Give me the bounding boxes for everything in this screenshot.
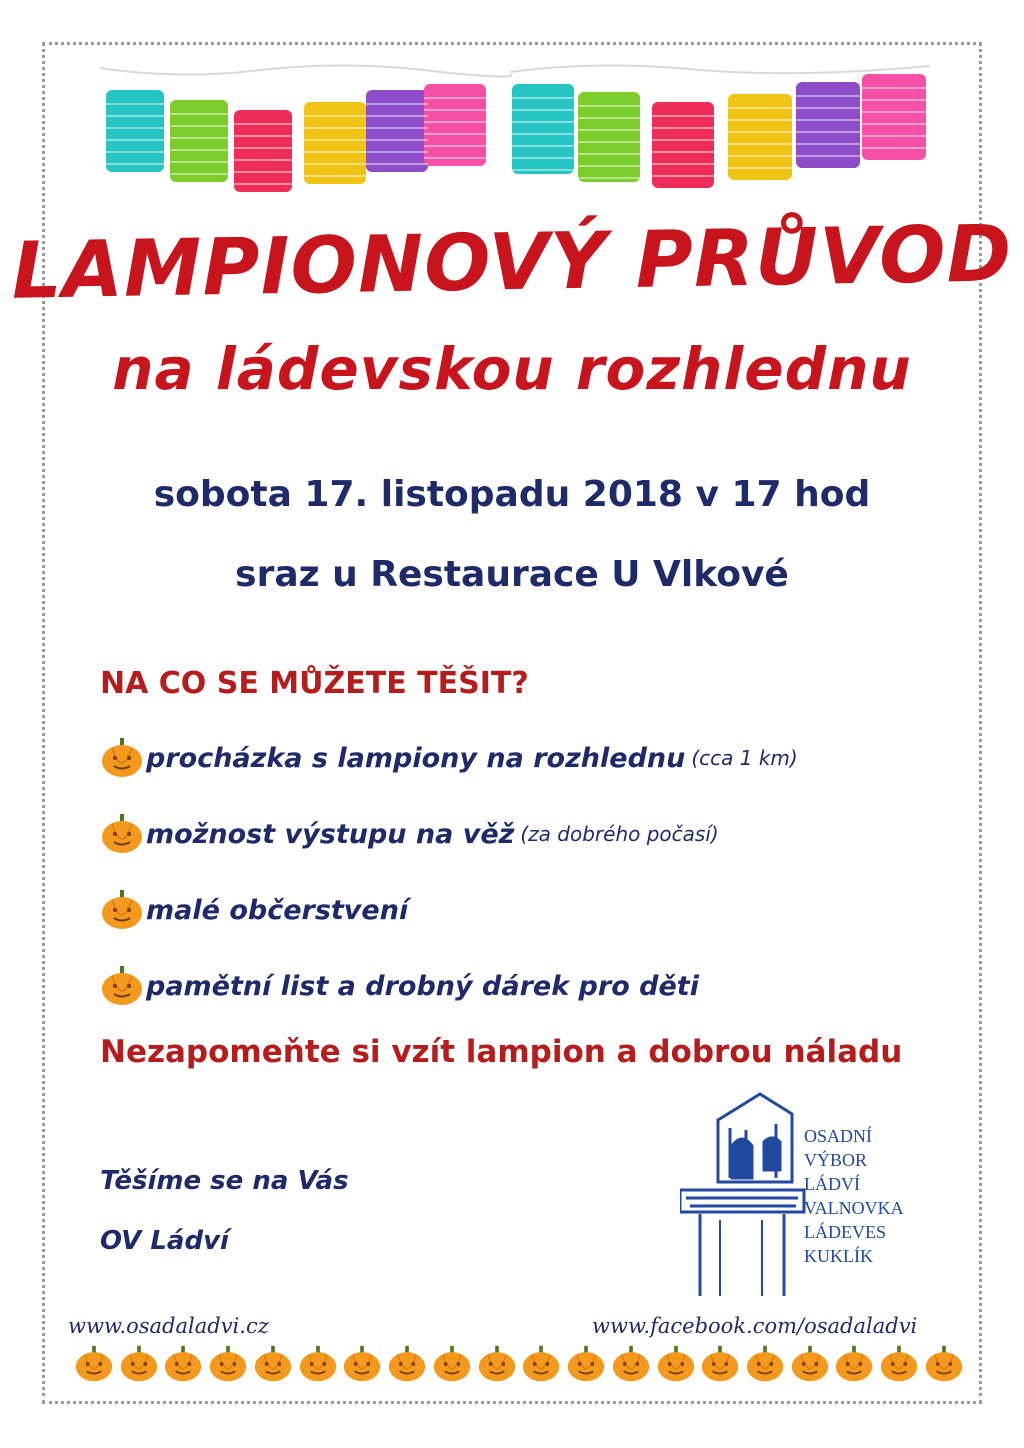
lanterns-icon: [100, 60, 930, 200]
list-item-text: možnost výstupu na věž: [146, 818, 515, 850]
facebook-link[interactable]: www.facebook.com/osadaladvi: [592, 1314, 918, 1338]
pumpkin-icon: [611, 1344, 651, 1384]
website-link[interactable]: www.osadaladvi.cz: [68, 1314, 269, 1338]
subtitle: na ládevskou rozhlednu: [112, 335, 912, 403]
logo-line: LÁDEVES: [804, 1222, 886, 1242]
logo-line: VÝBOR: [804, 1150, 868, 1170]
pumpkin-icon: [208, 1344, 248, 1384]
list-item-note: (cca 1 km): [691, 746, 798, 770]
pumpkin-icon: [74, 1344, 114, 1384]
list-item-text: pamětní list a drobný dárek pro děti: [146, 970, 699, 1002]
meeting-point: sraz u Restaurace U Vlkové: [235, 554, 789, 595]
paper-lanterns-decoration: [100, 60, 930, 200]
list-item: [100, 872, 920, 948]
pumpkin-icon: [432, 1344, 472, 1384]
logo-text: [804, 1124, 904, 1268]
pumpkin-icon: [100, 814, 144, 854]
program-list: [100, 720, 920, 1024]
pumpkin-icon: [700, 1344, 740, 1384]
pumpkin-icon: [566, 1344, 606, 1384]
list-item-text: procházka s lampiony na rozhlednu: [146, 742, 686, 774]
logo-line: LÁDVÍ: [804, 1174, 860, 1194]
pumpkin-border-row: [74, 1344, 964, 1388]
list-item: [100, 796, 920, 872]
event-date: sobota 17. listopadu 2018 v 17 hod: [153, 474, 871, 515]
pumpkin-icon: [298, 1344, 338, 1384]
pumpkin-icon: [879, 1344, 919, 1384]
pumpkin-icon: [477, 1344, 517, 1384]
pumpkin-icon: [119, 1344, 159, 1384]
logo-line: KUKLÍK: [804, 1246, 873, 1266]
pumpkin-icon: [745, 1344, 785, 1384]
closing-greeting: Těšíme se na Vás: [100, 1166, 349, 1196]
logo-line: VALNOVKA: [804, 1198, 904, 1218]
logo-line: OSADNÍ: [804, 1126, 873, 1146]
pumpkin-icon: [924, 1344, 964, 1384]
main-title: LAMPIONOVÝ PRŮVOD: [10, 209, 1014, 317]
list-item: [100, 948, 920, 1024]
pumpkin-icon: [790, 1344, 830, 1384]
list-item: [100, 720, 920, 796]
pumpkin-icon: [100, 738, 144, 778]
reminder-text: Nezapomeňte si vzít lampion a dobrou náladu: [100, 1034, 903, 1070]
pumpkin-icon: [342, 1344, 382, 1384]
pumpkin-icon: [100, 966, 144, 1006]
pumpkin-icon: [100, 890, 144, 930]
list-item-note: (za dobrého počasí): [520, 822, 719, 846]
pumpkin-icon: [387, 1344, 427, 1384]
pumpkin-icon: [253, 1344, 293, 1384]
list-item-text: malé občerstvení: [146, 894, 409, 926]
pumpkin-icon: [163, 1344, 203, 1384]
closing-signature: OV Ládví: [100, 1226, 229, 1256]
pumpkin-icon: [521, 1344, 561, 1384]
program-heading: NA CO SE MŮŽETE TĚŠIT?: [100, 666, 529, 701]
pumpkin-icon: [656, 1344, 696, 1384]
pumpkin-icon: [834, 1344, 874, 1384]
